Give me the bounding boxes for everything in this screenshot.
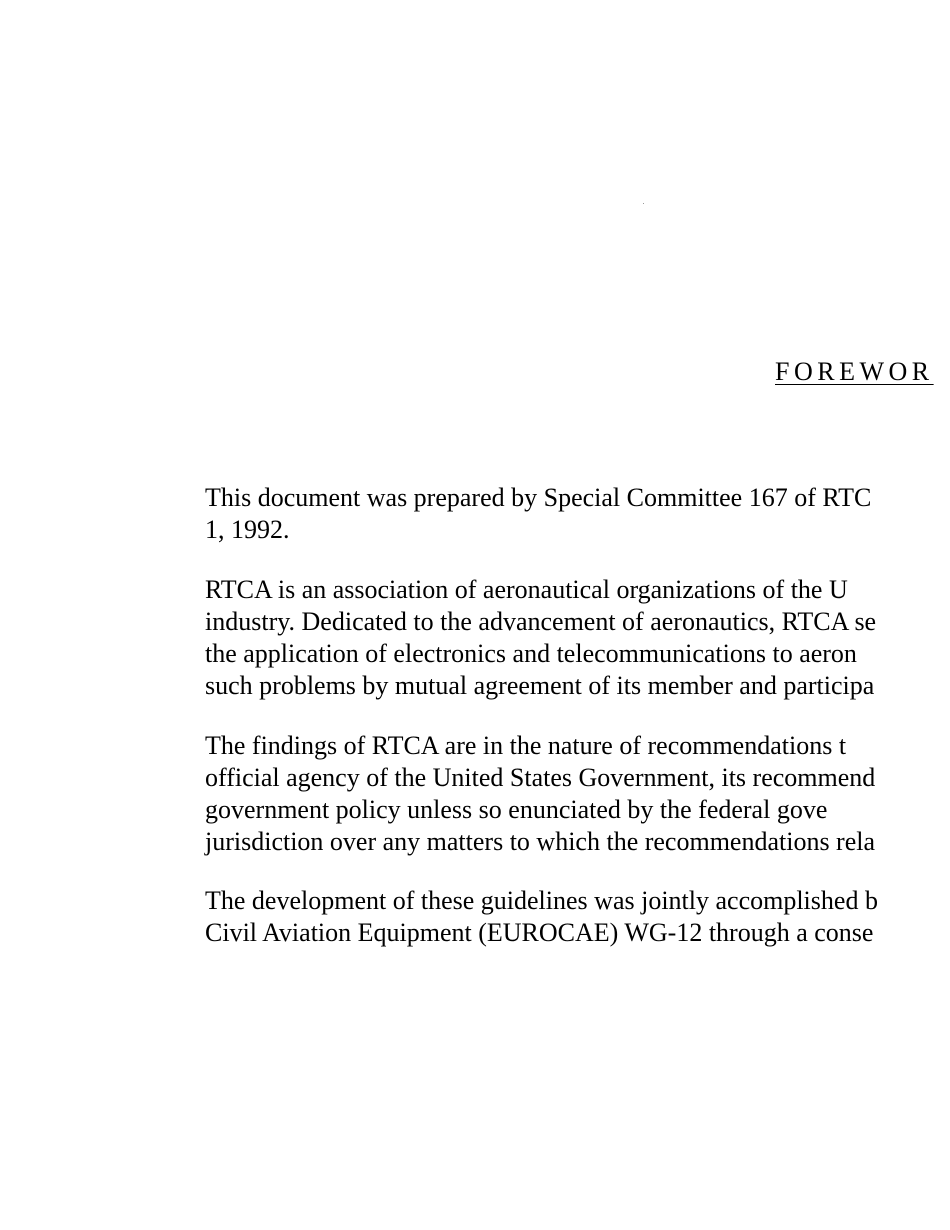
paragraph-2-line-4: such problems by mutual agreement of its member and participa <box>205 671 875 700</box>
paragraph-4-line-2: Civil Aviation Equipment (EUROCAE) WG-12 through a conse <box>205 918 874 947</box>
paragraph-3-line-4: jurisdiction over any matters to which the recommendations rela <box>205 827 876 856</box>
paragraph-3-line-2: official agency of the United States Government, its recommend <box>205 763 876 792</box>
paragraph-2-line-3: the application of electronics and telecommunications to aeron <box>205 639 857 668</box>
paragraph-3-line-1: The findings of RTCA are in the nature of recommendations t <box>205 731 847 760</box>
paragraph-1-line-2: 1, 1992. <box>205 515 290 544</box>
paragraph-2-line-2: industry. Dedicated to the advancement of aeronautics, RTCA se <box>205 607 877 636</box>
paragraph-2-line-1: RTCA is an association of aeronautical organizations of the U <box>205 575 848 604</box>
paragraph-1-line-1: This document was prepared by Special Committee 167 of RTC <box>205 483 872 512</box>
foreword-heading: FOREWOR <box>775 357 934 386</box>
paragraph-3-line-3: government policy unless so enunciated by the federal gove <box>205 795 828 824</box>
scan-speck <box>643 203 644 204</box>
paragraph-4-line-1: The development of these guidelines was jointly accomplished b <box>205 886 878 915</box>
